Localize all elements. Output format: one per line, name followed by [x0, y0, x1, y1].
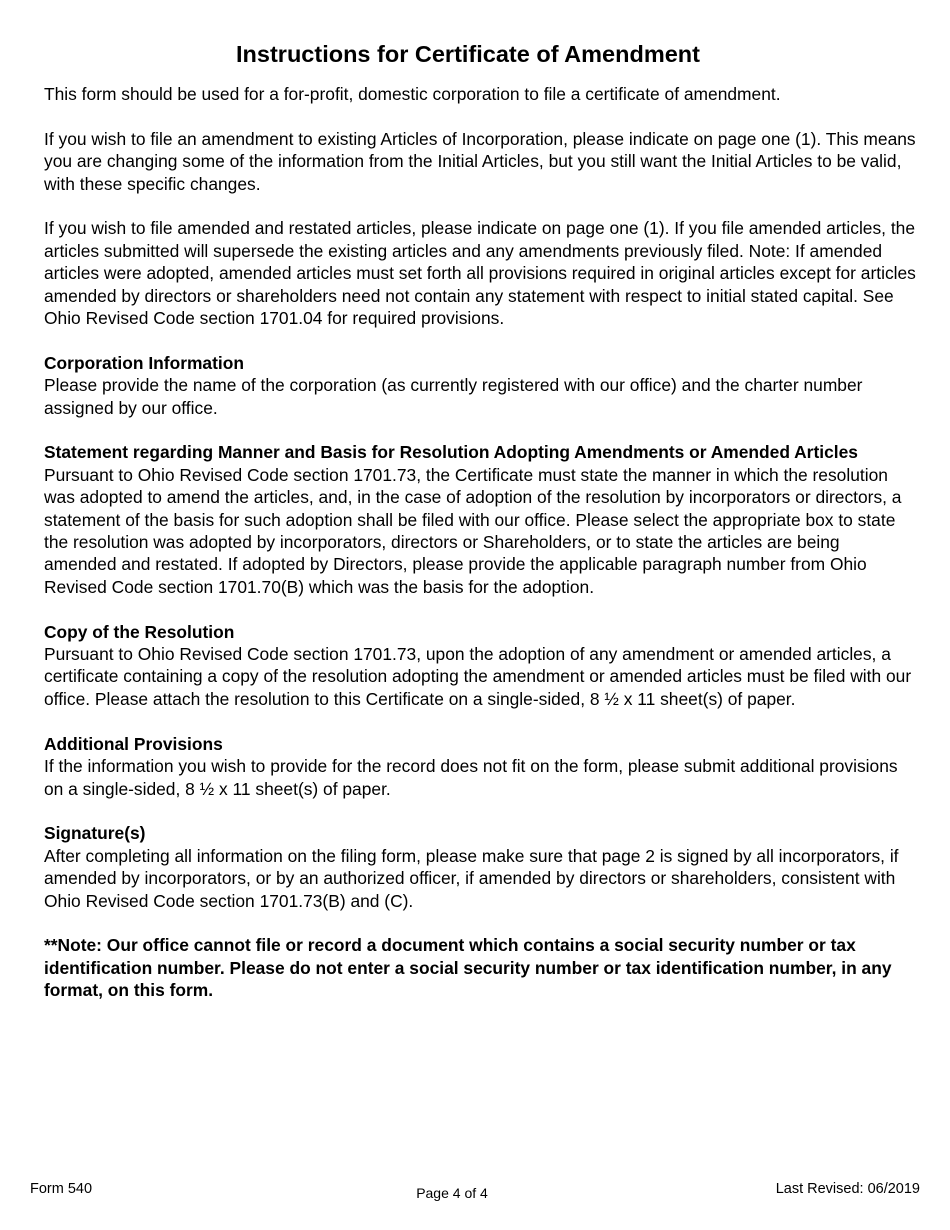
instructions-body	[44, 83, 916, 1024]
section-heading: Corporation Information	[44, 352, 244, 373]
section-signatures	[44, 822, 916, 912]
page-number: Page 4 of 4	[416, 1185, 488, 1201]
last-revised: Last Revised: 06/2019	[775, 1181, 920, 1197]
section-heading: Copy of the Resolution	[44, 621, 235, 642]
section-body: If the information you wish to provide for the record does not fit on the form, please submit additional provisions on a single-sided, 8 ½ x 11 sheet(s) of paper.	[44, 756, 898, 799]
intro-paragraph: This form should be used for a for-profit, domestic corporation to file a certificate of amendment.	[44, 84, 781, 104]
section-manner-and-basis	[44, 441, 916, 598]
section-body: Pursuant to Ohio Revised Code section 1701.73, upon the adoption of any amendment or amended articles, a certificate containing a copy of the resolution adopting the amendment or amended articles must be filed with our office. Please attach the resolution to this Certificate on a single-sided, 8 ½ x 11 sheet(s) of paper.	[44, 644, 912, 709]
section-body: After completing all information on the filing form, please make sure that page 2 is signed by all incorporators, if amended by incorporators, or by an authorized officer, if amended by directors or shareholders, consistent with Ohio Revised Code section 1701.73(B) and (C).	[44, 845, 899, 911]
intro-paragraph: If you wish to file amended and restated articles, please indicate on page one (1). If you file amended articles, the articles submitted will supersede the existing articles and any amendments previously filed. Note: If amended articles were adopted, amended articles must set forth all provisions required in original articles except for articles amended by directors or shareholders need not contain any statement with respect to initial stated capital. See Ohio Revised Code section 1701.04 for required provisions.	[44, 218, 916, 329]
page-title: Instructions for Certificate of Amendment	[236, 41, 700, 67]
intro-paragraph: If you wish to file an amendment to existing Articles of Incorporation, please indicate on page one (1). This means you are changing some of the information from the Initial Articles, but you still want the Initial Articles to be valid, with these specific changes.	[44, 128, 916, 194]
section-copy-of-resolution	[44, 621, 916, 711]
section-corporation-information	[44, 352, 916, 419]
section-heading: Additional Provisions	[44, 733, 223, 754]
section-body: Please provide the name of the corporation (as currently registered with our office) and the charter number assigned by our office.	[44, 375, 863, 418]
section-additional-provisions	[44, 733, 916, 800]
ssn-warning-note: **Note: Our office cannot file or record a document which contains a social security number or tax identification number. Please do not enter a social security number or tax identification number, in any format, on this form.	[44, 935, 892, 1001]
section-heading: Statement regarding Manner and Basis for Resolution Adopting Amendments or Amended Articles	[44, 442, 858, 463]
section-heading: Signature(s)	[44, 823, 146, 844]
form-number: Form 540	[30, 1181, 93, 1197]
section-body: Pursuant to Ohio Revised Code section 1701.73, the Certificate must state the manner in which the resolution was adopted to amend the articles, and, in the case of adoption of the resolution by incorporators or directors, a statement of the basis for such adoption shall be filed with our office. Please select the appropriate box to state the resolution was adopted by incorporators, directors or Shareholders, or to state the articles are being amended and restated. If adopted by Directors, please provide the applicable paragraph number from Ohio Revised Code section 1701.70(B) which was the basis for the adoption.	[44, 464, 902, 597]
